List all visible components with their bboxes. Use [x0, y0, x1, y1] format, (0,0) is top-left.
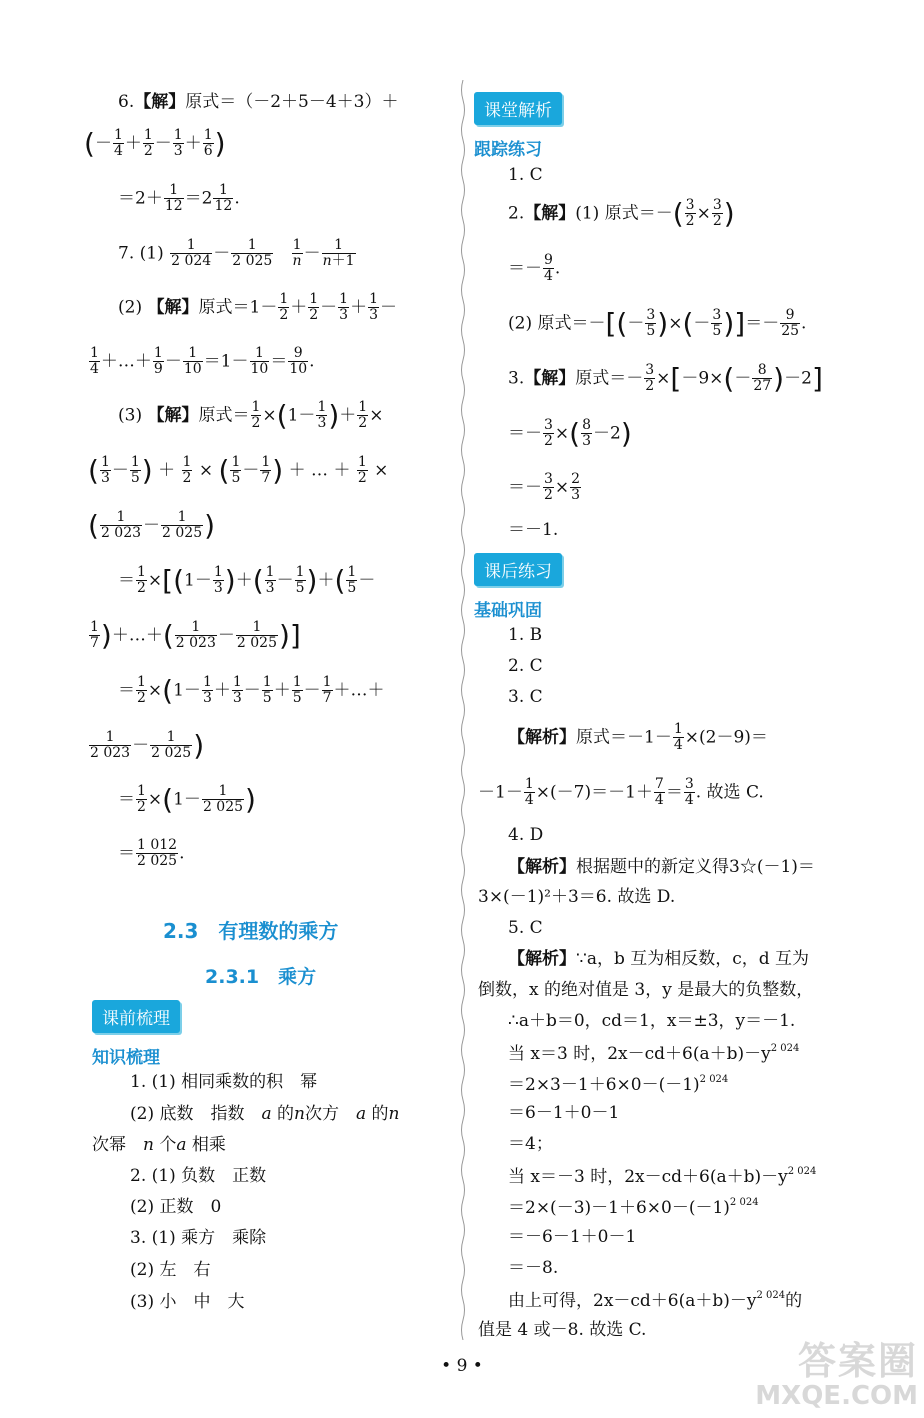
basic-3-analysis-line-1: 【解析】原式＝－1－ $\frac{1}{4}$ ×(2－9)＝ [508, 721, 768, 754]
problem-6-line-1: 6.【解】原式＝（－2＋5－4＋3）＋ [118, 92, 399, 112]
knowledge-item-2b: 次幂 n 个a 相乘 [92, 1135, 226, 1155]
basic-5-analysis-line-8: 当 x＝－3 时，$2x-cd+6(a+b)-y^{2 024}$ [508, 1166, 817, 1187]
basic-5-analysis-line-7: ＝4； [508, 1134, 553, 1154]
problem-7-3-result: ＝ $\frac{1 012}{2 025}$ . [118, 837, 185, 870]
badge-class-analysis: 课堂解析 [474, 92, 562, 125]
basic-5-analysis-line-11: ＝－8. [508, 1258, 559, 1278]
problem-6-line-2: (－ $\frac{1}{4}$ ＋ $\frac{1}{2}$ － $\frac{1}{3}$ ＋ $\frac{1}{6}$ ) [84, 126, 226, 160]
basic-answer-5: 5. C [508, 918, 543, 938]
problem-7-3-line-1: (3) 【解】原式＝ $\frac{1}{2}$ ×(1－ $\frac{1}{3}$ )＋ $\frac{1}{2}$ × [118, 398, 384, 432]
problem-7-1: 7. (1) $\frac{1}{2 024}$ － $\frac{1}{2 025}$ $\frac{1}{n}$ － $\frac{1}{n+1}$ [118, 237, 355, 270]
problem-7-3-line-8: ＝ $\frac{1}{2}$ ×(1－ $\frac{1}{2 025}$ ) [118, 782, 256, 816]
answer-2-line-1: 2.【解】(1) 原式＝－( $\frac{3}{2}$ × $\frac{3}{2}$ ) [508, 196, 735, 230]
basic-answer-1: 1. B [508, 625, 543, 645]
subhead-knowledge-review: 知识梳理 [92, 1048, 160, 1068]
basic-answer-4: 4. D [508, 825, 544, 845]
subhead-tracking-exercise: 跟踪练习 [474, 140, 542, 160]
subsection-title: 2.3.1 乘方 [205, 966, 317, 988]
basic-5-analysis-line-12: 由上可得，$2x-cd+6(a+b)-y^{2 024}$的 [508, 1290, 803, 1311]
column-divider [460, 80, 466, 1340]
basic-5-analysis-line-10: ＝－6－1＋0－1 [508, 1227, 637, 1247]
subhead-basic-consolidation: 基础巩固 [474, 601, 542, 621]
basic-answer-2: 2. C [508, 656, 543, 676]
page-number: • 9 • [441, 1356, 483, 1376]
answer-2-line-3: (2) 原式＝－[(－ $\frac{3}{5}$ )×(－ $\frac{3}{5}$ )]＝－ $\frac{9}{25}$ . [508, 306, 807, 340]
answer-1: 1. C [508, 165, 543, 185]
problem-7-3-line-7: $\frac{1}{2 023}$ － $\frac{1}{2 025}$ ) [90, 728, 205, 762]
problem-7-3-line-4: ＝ $\frac{1}{2}$ ×[(1－ $\frac{1}{3}$ )＋( $\frac{1}{3}$ － $\frac{1}{5}$ )＋( $\frac{1}{5}$ － [118, 563, 376, 597]
basic-4-analysis-line-1: 【解析】根据题中的新定义得3☆(－1)＝ [508, 857, 815, 877]
watermark-logo: 答案圈 MXQE.COM [755, 1339, 918, 1411]
problem-7-2-line-1: (2) 【解】原式＝1－ $\frac{1}{2}$ ＋ $\frac{1}{2}$ － $\frac{1}{3}$ ＋ $\frac{1}{3}$ － [118, 291, 398, 324]
basic-answer-3: 3. C [508, 687, 543, 707]
answer-3-line-2: ＝－ $\frac{3}{2}$ ×( $\frac{8}{3}$ －2) [508, 416, 632, 450]
problem-7-3-line-5: $\frac{1}{7}$ )＋…＋( $\frac{1}{2 023}$ － $\frac{1}{2 025}$ )] [90, 618, 301, 652]
knowledge-item-7: (3) 小 中 大 [130, 1292, 245, 1312]
answer-3-line-1: 3.【解】原式＝－ $\frac{3}{2}$ ×[－9×(－ $\frac{8}{27}$ )－2] [508, 361, 823, 395]
basic-5-analysis-line-4: 当 x＝3 时，$2x-cd+6(a+b)-y^{2 024}$ [508, 1043, 800, 1064]
basic-5-analysis-line-2: 倒数，x 的绝对值是 3，y 是最大的负整数， [478, 980, 814, 1000]
section-title: 2.3 有理数的乘方 [163, 919, 339, 943]
answer-3-result: ＝－1. [508, 520, 559, 540]
problem-6-result: ＝2＋ $\frac{1}{12}$ ＝2 $\frac{1}{12}$ . [118, 182, 240, 215]
basic-5-analysis-line-1: 【解析】∵a，b 互为相反数，c，d 互为 [508, 949, 810, 969]
basic-5-analysis-line-3: ∴a＋b＝0，cd＝1，x＝±3，y＝－1. [508, 1011, 796, 1031]
basic-5-analysis-line-9: $=2\times(-3)-1+6\times 0-(-1)^{2 024}$ [508, 1197, 759, 1218]
answer-3-line-3: ＝－ $\frac{3}{2}$ × $\frac{2}{3}$ [508, 471, 581, 504]
basic-5-analysis-line-6: ＝6－1＋0－1 [508, 1103, 620, 1123]
knowledge-item-1: 1. (1) 相同乘数的积 幂 [130, 1072, 318, 1092]
badge-preclass-review: 课前梳理 [92, 1000, 180, 1033]
answer-2-line-2: ＝－ $\frac{9}{4}$ . [508, 252, 561, 285]
basic-5-analysis-line-5: $=2\times 3-1+6\times 0-(-1)^{2 024}$ [508, 1074, 729, 1095]
knowledge-item-6: (2) 左 右 [130, 1260, 211, 1280]
problem-7-3-line-3: ( $\frac{1}{2 023}$ － $\frac{1}{2 025}$ ) [88, 508, 216, 542]
knowledge-item-2a: (2) 底数 指数 a 的n次方 a 的n [130, 1104, 400, 1124]
problem-7-3-line-6: ＝ $\frac{1}{2}$ ×(1－ $\frac{1}{3}$ ＋ $\frac{1}{3}$ － $\frac{1}{5}$ ＋ $\frac{1}{5}$ － $\frac{1}{7}$ ＋…＋ [118, 673, 385, 707]
problem-7-2-line-2: $\frac{1}{4}$ ＋…＋ $\frac{1}{9}$ － $\frac{1}{10}$ ＝1－ $\frac{1}{10}$ ＝ $\frac{9}{10}$ . [90, 345, 315, 378]
basic-4-analysis-line-2: 3×(－1)²＋3＝6. 故选 D. [478, 887, 676, 907]
knowledge-item-4: (2) 正数 0 [130, 1197, 222, 1217]
knowledge-item-5: 3. (1) 乘方 乘除 [130, 1228, 267, 1248]
basic-3-analysis-line-2: －1－ $\frac{1}{4}$ ×(－7)＝－1＋ $\frac{7}{4}$ ＝ $\frac{3}{4}$ . 故选 C. [478, 776, 764, 809]
basic-5-analysis-line-13: 值是 4 或－8. 故选 C. [478, 1320, 647, 1340]
knowledge-item-3: 2. (1) 负数 正数 [130, 1166, 267, 1186]
problem-7-3-line-2: ( $\frac{1}{3}$ － $\frac{1}{5}$ ) ＋ $\frac{1}{2}$ × ( $\frac{1}{5}$ － $\frac{1}{7}$ ) ＋ … ＋ $\frac{1}{2}$ × [88, 453, 389, 487]
badge-after-class: 课后练习 [474, 553, 562, 586]
